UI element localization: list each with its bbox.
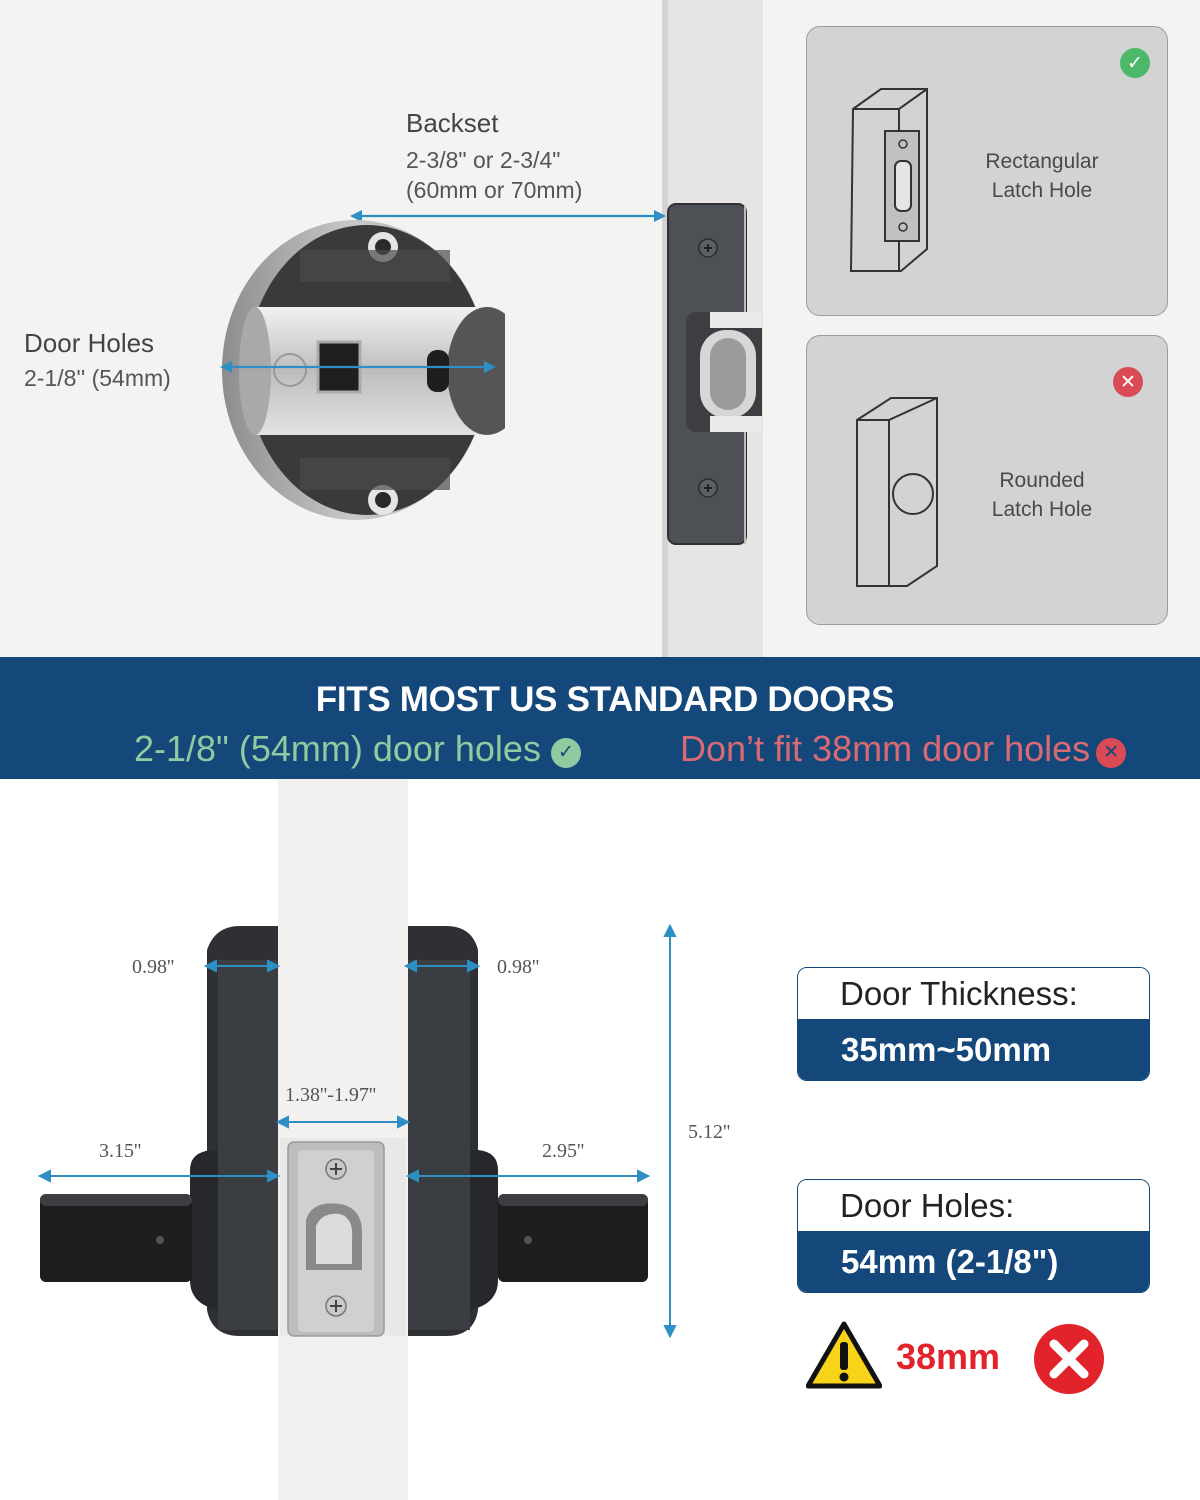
latch-card-line2: Latch Hole <box>991 179 1093 202</box>
check-icon: ✓ <box>1120 48 1150 78</box>
x-icon: ✕ <box>1113 367 1143 397</box>
latch-card-rounded-label <box>952 466 1132 524</box>
latch-card-rectangular-label <box>952 147 1132 205</box>
door-thickness-label: 1.38''-1.97'' <box>285 1084 377 1106</box>
door-thickness-spec <box>797 967 1150 1081</box>
banner-fits-text: 2-1/8" (54mm) door holes <box>134 728 541 769</box>
check-icon: ✓ <box>551 738 581 768</box>
latch-card-rounded <box>806 335 1168 625</box>
banner-not-fit <box>680 728 1126 770</box>
right-depth-label: 0.98'' <box>497 956 540 978</box>
backset-value-line1: 2-3/8" or 2-3/4" <box>406 147 561 173</box>
banner-title: FITS MOST US STANDARD DOORS <box>315 680 895 719</box>
door-thickness-spec-value: 35mm~50mm <box>798 1019 1149 1080</box>
door-hole-arrow <box>220 357 496 377</box>
banner-fits <box>134 728 581 770</box>
left-depth-label: 0.98'' <box>132 956 175 978</box>
backset-value-line2: (60mm or 70mm) <box>406 177 583 203</box>
warning-icon <box>806 1320 882 1390</box>
x-icon: ✕ <box>1096 738 1126 768</box>
door-holes-value: 2-1/8'' (54mm) <box>24 365 171 391</box>
lock-height-label: 5.12'' <box>688 1121 731 1143</box>
door-holes-spec-value: 54mm (2-1/8") <box>798 1231 1149 1292</box>
latch-card-line1: Rounded <box>999 469 1085 492</box>
latch-card-line2: Latch Hole <box>991 498 1093 521</box>
door-holes-spec-label: Door Holes: <box>798 1180 1149 1232</box>
door-thickness-spec-label: Door Thickness: <box>798 968 1149 1020</box>
x-icon <box>1032 1322 1106 1396</box>
left-lever-length-label: 3.15'' <box>99 1140 142 1162</box>
lock-side-view-illustration <box>0 900 760 1360</box>
banner-not-fit-text: Don’t fit 38mm door holes <box>680 728 1091 769</box>
backset-title: Backset <box>406 108 499 138</box>
right-lever-length-label: 2.95'' <box>542 1140 585 1162</box>
latch-card-rectangular <box>806 26 1168 316</box>
latch-card-line1: Rectangular <box>985 150 1099 173</box>
door-holes-spec <box>797 1179 1150 1293</box>
rectangular-latch-hole-icon <box>841 79 931 279</box>
latch-faceplate-illustration <box>664 200 764 550</box>
rounded-latch-hole-icon <box>851 390 941 590</box>
unsupported-hole-size: 38mm <box>896 1336 1001 1377</box>
door-holes-title: Door Holes <box>24 328 155 358</box>
